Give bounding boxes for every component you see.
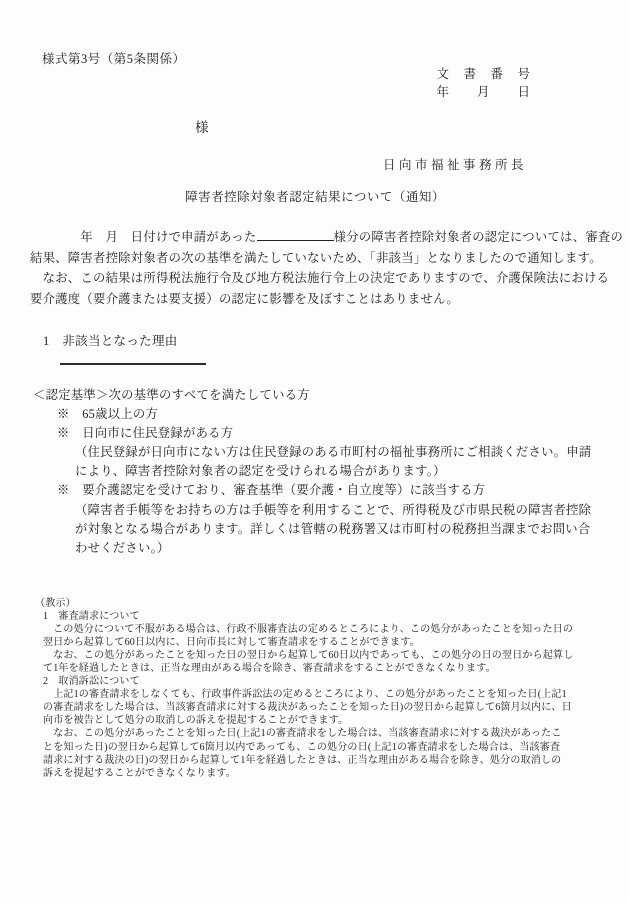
- criteria-item-residence: ※ 日向市に住民登録がある方: [57, 426, 234, 441]
- criteria-care-note-1: （障害者手帳等をお持ちの方は手帳等を利用することで、所得税及び市県民税の障害者控除: [75, 502, 592, 517]
- body-line-1: [30, 227, 624, 248]
- notice-item2-line-2: の審査請求をした場合は、当該審査請求に対する裁決があったことを知った日)の翌日から起算して6箇月以内に、日: [43, 702, 572, 714]
- criteria-care-note-2: が対象となる場合があります。詳しくは管轄の税務署又は市町村の税務担当課までお問い合: [75, 521, 591, 536]
- notice-label: （教示）: [35, 598, 76, 609]
- appeal-notice-section: [35, 597, 610, 780]
- document-number-block: [436, 65, 531, 101]
- notice-item2-line-6: 請求に対する裁決の日)の翌日から起算して1年を経過したときは、正当な理由がある場合を除き、処分の取消しの: [43, 754, 562, 766]
- document-title: 障害者控除対象者認定結果について（通知）: [185, 190, 445, 204]
- reason-section-heading: 1 非該当となった理由: [43, 334, 178, 348]
- reason-blank-line: [60, 363, 206, 365]
- document-number-label: 文 書 番 号: [436, 67, 531, 81]
- notice-item2-line-3: 向市を被告として処分の取消しの訴えを提起することができます。: [43, 715, 349, 727]
- addressee-honorific: 様: [195, 120, 209, 135]
- criteria-item-age: ※ 65歳以上の方: [57, 407, 159, 422]
- criteria-section: [33, 386, 618, 558]
- notice-item2-line-7: 訴えを提起することができなくなります。: [43, 767, 236, 779]
- body-line-3: なお、この結果は所得税法施行令及び地方税法施行令上の決定でありますので、介護保険法における: [30, 271, 610, 286]
- body-paragraphs: [30, 227, 624, 309]
- notice-item2-line-5: とを知った日)の翌日から起算して6箇月以内であっても、この処分の日(上記1の審査請求をした場合は、当該審査: [43, 741, 561, 753]
- notice-item1-line-3: なお、この処分があったことを知った日の翌日から起算して60日以内であっても、この処分の日の翌日から起算し: [43, 650, 574, 662]
- criteria-item-care-level: ※ 要介護認定を受けており、審査基準（要介護・自立度等）に該当する方: [57, 483, 486, 498]
- notice-item1-line-4: て1年を経過したときは、正当な理由がある場合を除き、審査請求をすることができなくなります。: [43, 663, 496, 675]
- criteria-heading: ＜認定基準＞次の基準のすべてを満たしている方: [33, 388, 310, 402]
- notice-item1-line-2: 翌日から起算して60日以内に、日向市長に対して審査請求をすることができます。: [43, 637, 420, 649]
- form-number-label: 様式第3号（第5条関係）: [42, 52, 186, 66]
- intro-after-blank: 様分の障害者控除対象者の認定については、審査の: [333, 230, 624, 244]
- body-line-2: 結果、障害者控除対象者の次の基準を満たしていないため、「非該当」となりましたので通知します。: [30, 250, 602, 265]
- notice-item2-line-1: 上記1の審査請求をしなくても、行政事件訴訟法の定めるところにより、この処分があったことを知った日(上記1: [43, 689, 567, 701]
- body-line-4: 要介護度（要介護または要支援）の認定に影響を及ぼすことはありません。: [30, 291, 460, 306]
- notice-item1-heading: 1 審査請求について: [43, 611, 140, 623]
- criteria-residence-note-1: （住民登録が日向市にない方は住民登録のある市町村の福祉事務所にご相談ください。申請: [75, 445, 592, 460]
- criteria-care-note-3: わせください。）: [75, 540, 170, 555]
- intro-before-blank: 年 月 日付けで申請があった: [30, 230, 257, 244]
- notice-item2-heading: 2 取消訴訟について: [43, 676, 140, 688]
- sender-title: 日向市福祉事務所長: [382, 158, 527, 172]
- criteria-residence-note-2: により、障害者控除対象者の認定を受けられる場合があります。）: [75, 464, 446, 479]
- notice-item1-line-1: この処分について不服がある場合は、行政不服審査法の定めるところにより、この処分があったことを知った日の: [43, 624, 574, 636]
- document-date-label: 年 月 日: [436, 85, 531, 99]
- applicant-name-blank: [257, 228, 334, 241]
- notice-item2-line-4: なお、この処分があったことを知った日(上記1の審査請求をした場合は、当該審査請求に対する裁決があったこ: [43, 728, 562, 740]
